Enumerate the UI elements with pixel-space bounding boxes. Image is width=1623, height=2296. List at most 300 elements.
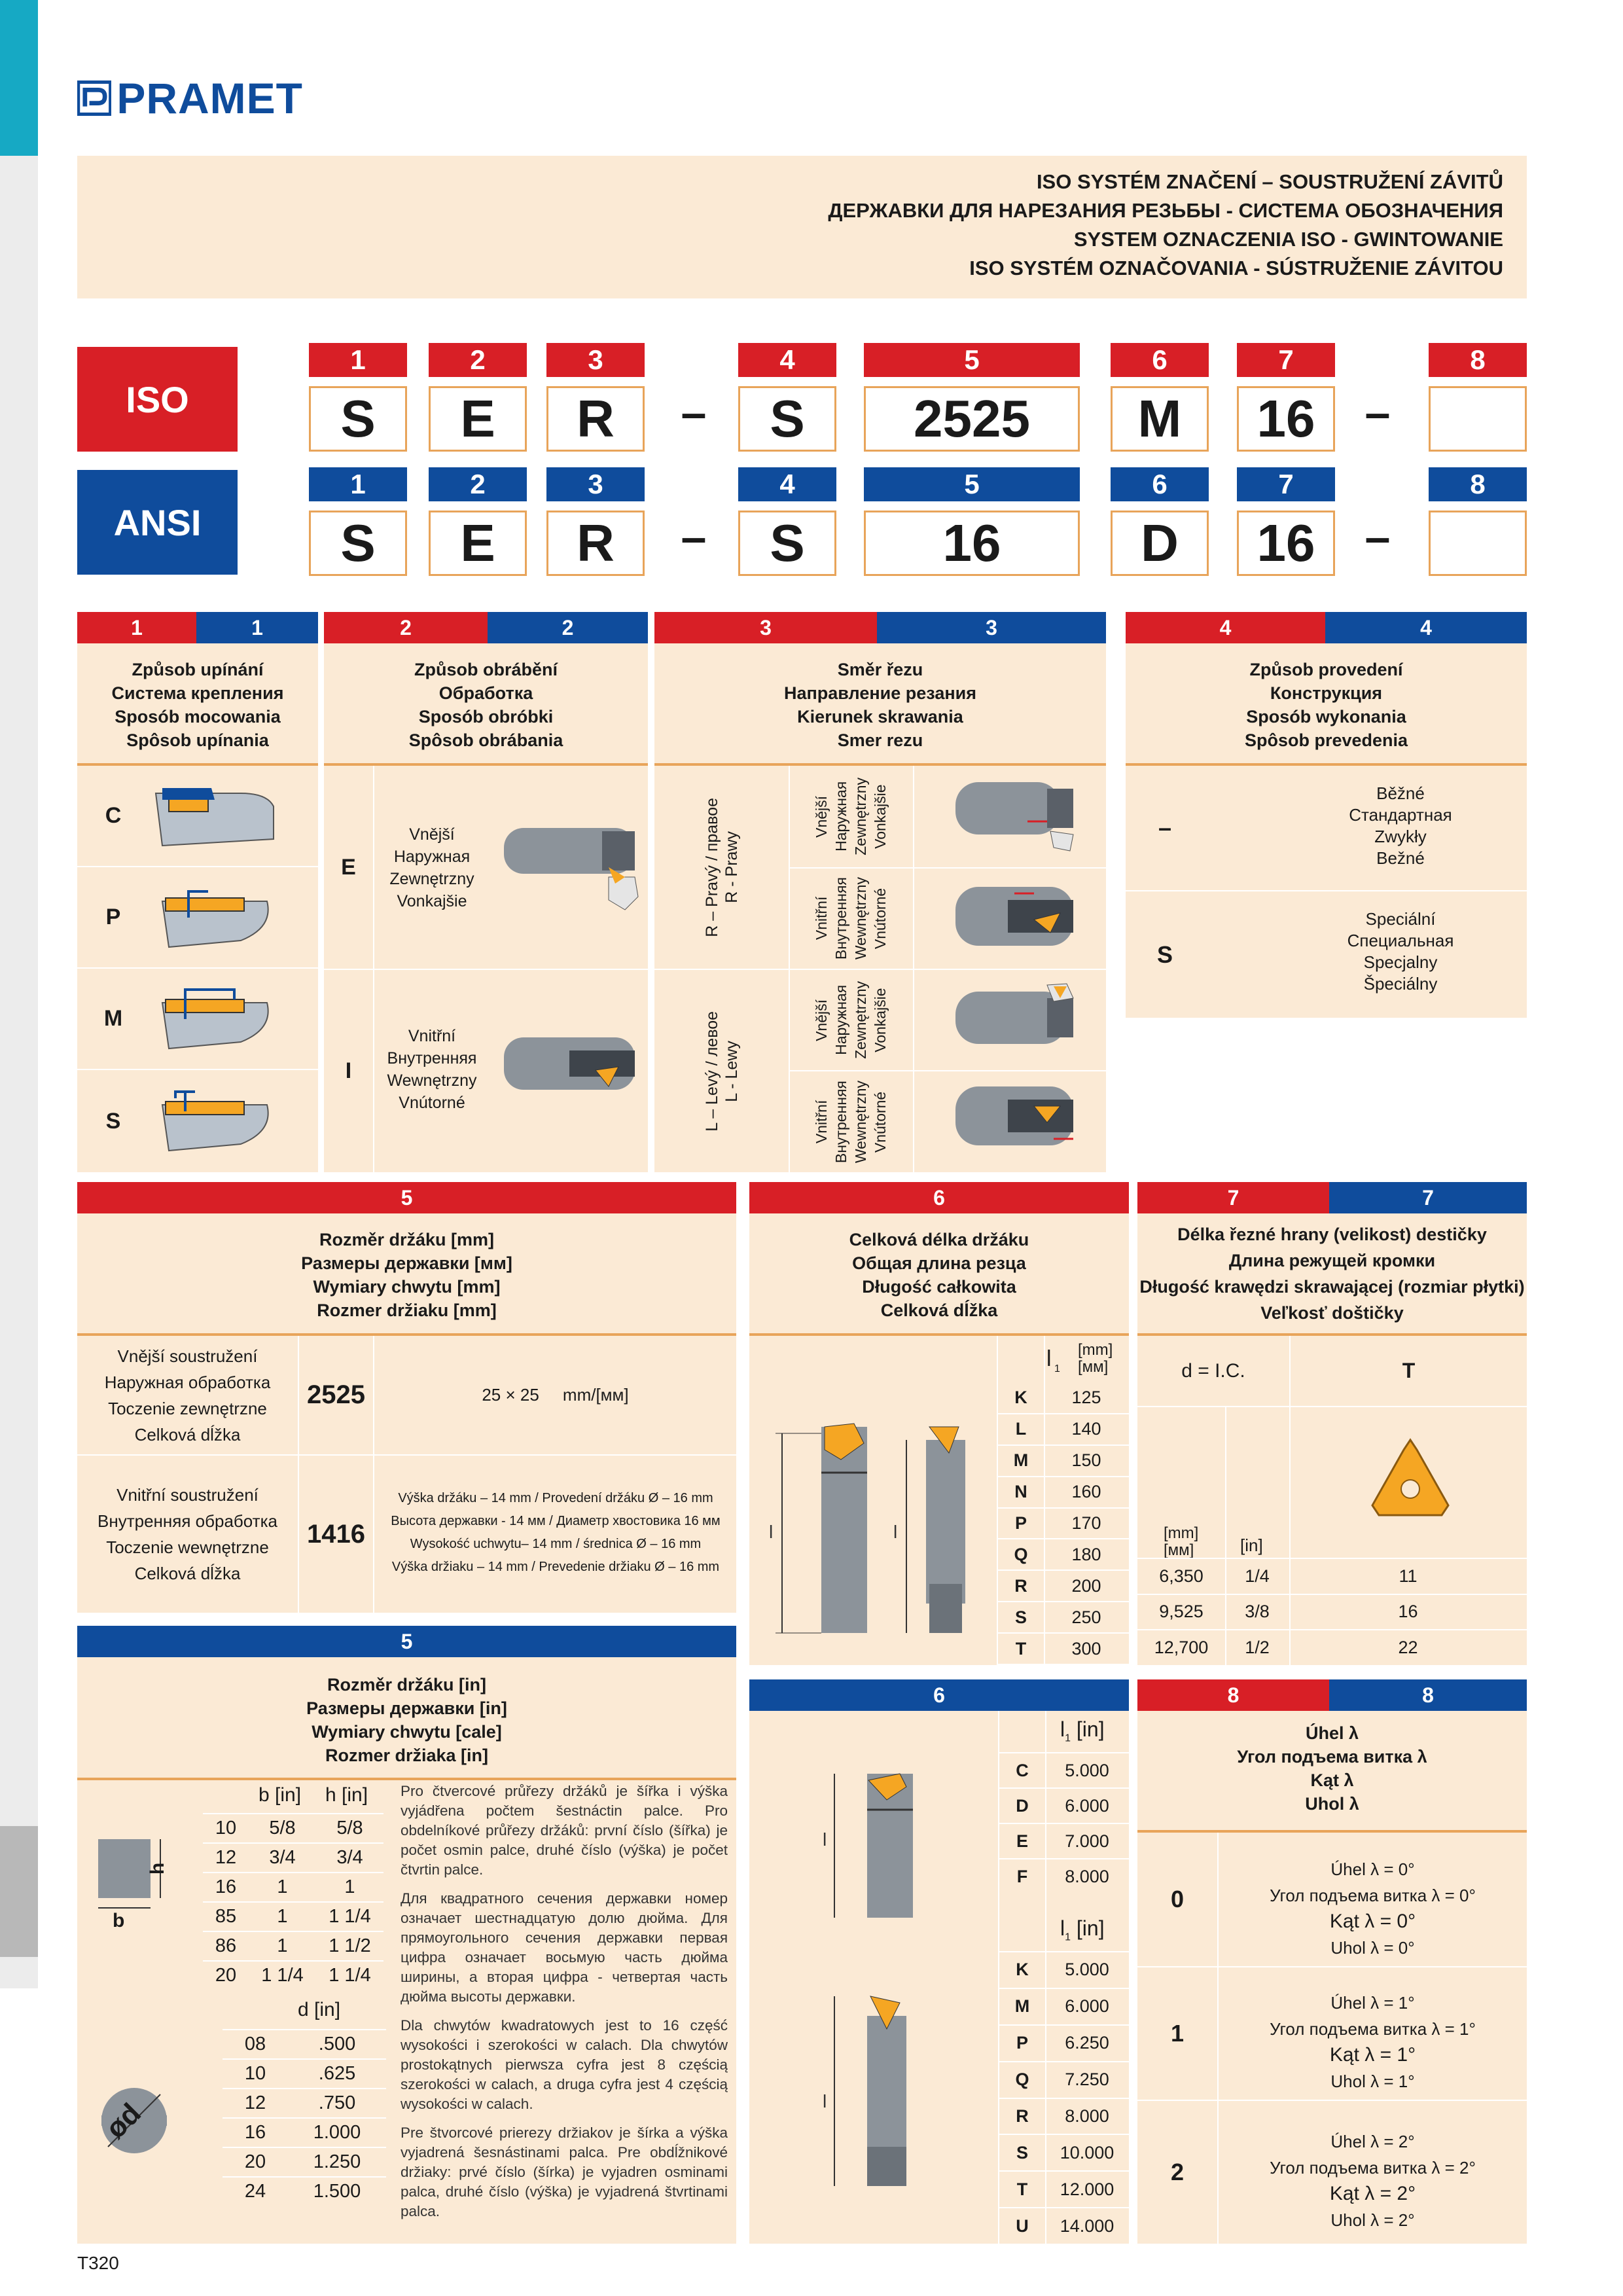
iso-num-4: 4 xyxy=(738,343,836,377)
sec5in-num: 5 xyxy=(77,1626,736,1657)
sec5in-b: 1 1/4 xyxy=(261,1965,304,1986)
sec1-code-p: P xyxy=(105,905,121,929)
sec6-row xyxy=(998,1509,1129,1540)
sec6in-code: C xyxy=(1016,1760,1029,1780)
sec7-title-sk: Veľkosť doštičky xyxy=(1260,1303,1404,1323)
sec1-title-sk: Spôsob upínania xyxy=(126,730,269,750)
sec5in-par-cz: Pro čtvercové průřezy držáků je šířka i výška vyjádřena počtem šestnáctin palce. Pro obdelníkové průřezy držáků: první číslo (šířka) je počet osmin palce, druhé číslo (výška) je počet čtvrtin palce. xyxy=(401,1783,728,1878)
sec5in-d-row xyxy=(223,2117,386,2147)
sec8-title-cz: Úhel λ xyxy=(1305,1723,1359,1743)
pramet-logo-text: PRAMET xyxy=(116,74,303,122)
sec6-row xyxy=(998,1539,1129,1571)
sec5-ext-ru: Наружная обработка xyxy=(104,1372,271,1392)
svg-text:l: l xyxy=(823,1829,827,1850)
sec8-1-ru: Угол подъема витка λ = 1° xyxy=(1270,2019,1476,2039)
sec6in-code: T xyxy=(1016,2179,1028,2199)
sec5in-row xyxy=(203,1931,383,1960)
sec5-int-sk: Celková dĺžka xyxy=(134,1564,241,1583)
sec8-0-ru: Угол подъема витка λ = 0° xyxy=(1270,1886,1476,1905)
holder-length-icon xyxy=(762,1414,985,1649)
sec7-T-value: 16 xyxy=(1398,1602,1418,1622)
side-tab-grey xyxy=(0,1826,38,1957)
sec6in-row xyxy=(999,2024,1129,2061)
sec6in-head-2 xyxy=(1060,1916,1105,1943)
sec6-row xyxy=(998,1477,1129,1509)
sec5-row-line xyxy=(77,1454,736,1456)
sec1-row-p xyxy=(77,867,318,969)
sec2-i-ru: Внутренняя xyxy=(387,1049,477,1067)
sec5in-d-code: 10 xyxy=(244,2063,266,2084)
sec7-T-value: 11 xyxy=(1399,1566,1418,1586)
sec5in-d-row xyxy=(223,2176,386,2206)
sec5in-h: 1 1/4 xyxy=(329,1906,371,1927)
sec6in-num: 6 xyxy=(749,1679,1129,1711)
sec4-title-ru: Конструкция xyxy=(1270,683,1383,703)
sec7-row xyxy=(1137,1558,1527,1594)
header-band xyxy=(77,156,1527,298)
sec6-table xyxy=(998,1383,1129,1665)
iso-num-6: 6 xyxy=(1111,343,1209,377)
sec7-mm: 9,525 xyxy=(1159,1602,1204,1622)
sec5in-row xyxy=(203,1872,383,1901)
sec6-row xyxy=(998,1634,1129,1665)
page-number: T320 xyxy=(77,2253,119,2273)
sec5in-d-code: 20 xyxy=(244,2151,266,2172)
sec3-left-text xyxy=(702,1011,741,1132)
sec6-code: N xyxy=(1014,1482,1027,1502)
sec5in-par-sk: Pre štvorcové prierezy držiakov je šírka a výška vyjadrená šesnástinami palca. Pre obdĺžnikové držiaky: prvé číslo (šírka) je vyjadren osminami palca, druhé číslo (výška) je vyjadrená štvrtinami palca. xyxy=(401,2125,728,2219)
sec3-title-cz: Směr řezu xyxy=(837,660,923,679)
ansi-num-2: 2 xyxy=(429,467,527,501)
sec6-unit-ru: [мм] xyxy=(1078,1358,1109,1376)
sec6in-head-1-sub: 1 xyxy=(1065,1732,1071,1744)
sec3-left-2: L - Lewy xyxy=(722,1040,741,1102)
sec3-r-ext-2: Наружная xyxy=(832,781,849,852)
sec6in-row xyxy=(999,1823,1129,1858)
sec5-ext-label xyxy=(77,1343,298,1448)
ansi-code-4: S xyxy=(738,511,836,576)
sec8-0-cz: Úhel λ = 0° xyxy=(1330,1859,1415,1879)
sec6in-row xyxy=(999,2098,1129,2134)
sec7-title-cz: Délka řezné hrany (velikost) destičky xyxy=(1177,1225,1487,1244)
sec2-title-pl: Sposób obróbki xyxy=(418,707,554,726)
sec5in-d-table xyxy=(223,2029,386,2206)
sec2-code-e: E xyxy=(341,854,356,880)
sec6in-code: R xyxy=(1016,2106,1029,2126)
sec4-text-spec xyxy=(1270,908,1531,995)
sec3-r-ext-3: Zewnętrzny xyxy=(852,778,869,855)
header-title-ru: ДЕРЖАВКИ ДЛЯ НАРЕЗАНИЯ РЕЗЬБЫ - СИСТЕМА ОБОЗНАЧЕНИЯ xyxy=(828,199,1503,222)
sec7-in: 1/4 xyxy=(1245,1566,1270,1586)
sec6-title-cz: Celková délka držáku xyxy=(849,1230,1029,1249)
sec8-text-2 xyxy=(1219,2128,1527,2233)
sec6in-code: Q xyxy=(1015,2070,1029,2090)
clamp-m-icon xyxy=(149,983,280,1055)
sec5in-par-pl: Dla chwytów kwadratowych jest to 16 część wysokości i szerokości w calach. Dla chwytów prostokątnych pierwsza cyfra jest 8 częścią szerokości w calach, a druga cyfra jest 4 częścią wysokości w calach. xyxy=(401,2017,728,2112)
sec7-row xyxy=(1137,1594,1527,1630)
sec6-row xyxy=(998,1383,1129,1414)
sec8-num-ansi: 8 xyxy=(1329,1679,1527,1711)
sec5-int-code: 1416 xyxy=(307,1519,365,1549)
sec2-title-sk: Spôsob obrábania xyxy=(408,730,563,750)
sec6in-code: M xyxy=(1014,1996,1030,2017)
sec5-int-desc-ru: Высота державки - 14 мм / Диаметр хвостовика 16 мм xyxy=(391,1514,721,1528)
ansi-label: ANSI xyxy=(77,470,238,575)
sec5in-h: 3/4 xyxy=(336,1847,363,1868)
sec3-r-int xyxy=(789,869,913,969)
sec6-l1-head xyxy=(1045,1338,1129,1383)
sec5in-bh-table xyxy=(203,1813,383,1990)
header-title-sk: ISO SYSTÉM OZNAČOVANIA - SÚSTRUŽENIE ZÁVITOU xyxy=(969,257,1503,279)
sec5-title xyxy=(77,1228,736,1322)
sec6in-head-1-l: l xyxy=(1060,1717,1065,1741)
sec4-text-std xyxy=(1270,783,1531,869)
sec4-std-pl: Zwykły xyxy=(1374,827,1427,846)
sec6in-table-1 xyxy=(999,1752,1129,1893)
iso-dash-1: – xyxy=(681,387,707,438)
sec6in-value: 6.250 xyxy=(1065,2033,1109,2053)
sec6-l1-sub: 1 xyxy=(1054,1363,1060,1374)
sec6-num: 6 xyxy=(749,1182,1129,1213)
sec6in-value: 5.000 xyxy=(1065,1760,1109,1780)
sec5in-b-label: b xyxy=(113,1910,125,1931)
sec7-in: 1/2 xyxy=(1245,1638,1270,1658)
sec6in-value: 6.000 xyxy=(1065,1795,1109,1816)
sec8-0-pl: Kąt λ = 0° xyxy=(1329,1910,1416,1932)
sec3-l-int-text xyxy=(812,1081,890,1163)
ansi-num-5: 5 xyxy=(864,467,1080,501)
sec6-title-ru: Общая длина резца xyxy=(852,1253,1026,1273)
clamp-s-icon xyxy=(149,1085,280,1157)
ansi-dash-2: – xyxy=(1364,511,1391,562)
sec7-title xyxy=(1137,1221,1527,1326)
sec8-1-pl: Kąt λ = 1° xyxy=(1329,2044,1416,2066)
iso-num-7: 7 xyxy=(1237,343,1335,377)
sec2-text-e xyxy=(376,823,488,912)
iso-code-8 xyxy=(1429,386,1527,452)
sec6-title-pl: Długość całkowita xyxy=(862,1277,1016,1297)
sec5-int-desc xyxy=(376,1487,735,1579)
ansi-num-7: 7 xyxy=(1237,467,1335,501)
right-int-icon xyxy=(949,880,1086,959)
sec8-2-pl: Kąt λ = 2° xyxy=(1329,2183,1416,2204)
sec7-table xyxy=(1137,1558,1527,1665)
sec5-int-pl: Toczenie wewnętrzne xyxy=(106,1537,269,1557)
sec5in-b: 1 xyxy=(277,1906,288,1927)
sec1-code-c: C xyxy=(105,803,122,828)
sec2-i-sk: Vnútorné xyxy=(399,1094,465,1112)
ansi-code-6: D xyxy=(1111,511,1209,576)
sec5in-d-value: .625 xyxy=(318,2063,356,2084)
sec7-T: T xyxy=(1402,1359,1416,1382)
sec5in-title-pl: Wymiary chwytu [cale] xyxy=(312,1722,502,1742)
sec6in-head-1-unit: [in] xyxy=(1076,1717,1105,1741)
sec4-std-sk: Bežné xyxy=(1376,848,1425,868)
sec6-row xyxy=(998,1446,1129,1477)
sec6in-value: 5.000 xyxy=(1065,1960,1109,1980)
sec5in-d-value: 1.500 xyxy=(313,2181,361,2202)
sec6-code: T xyxy=(1015,1638,1027,1659)
ansi-dash-1: – xyxy=(681,511,707,562)
sec5in-h: 5/8 xyxy=(336,1818,363,1839)
sec5-ext-code: 2525 xyxy=(307,1380,365,1409)
pramet-logo-mark xyxy=(77,78,111,118)
sec1-title-cz: Způsob upínání xyxy=(132,660,264,679)
left-ext-icon xyxy=(949,978,1086,1057)
sec6-row xyxy=(998,1602,1129,1634)
internal-threading-icon xyxy=(504,1024,641,1109)
sec8-title-ru: Угол подъема витка λ xyxy=(1237,1747,1427,1767)
sec6in-row xyxy=(999,2207,1129,2244)
sec3-l-int-4: Vnútorné xyxy=(872,1091,889,1153)
header-title-pl: SYSTEM OZNACZENIA ISO - GWINTOWANIE xyxy=(1073,228,1503,251)
ansi-num-6: 6 xyxy=(1111,467,1209,501)
sec7-head-line xyxy=(1137,1406,1527,1407)
sec6in-value: 14.000 xyxy=(1060,2215,1115,2236)
sec3-r-int-2: Внутренняя xyxy=(832,877,849,960)
sec8-title-sk: Uhol λ xyxy=(1305,1794,1359,1814)
sec5-title-ru: Размеры державки [мм] xyxy=(301,1253,512,1273)
sec5in-d-code: 08 xyxy=(244,2034,266,2054)
sec6in-head-1 xyxy=(1060,1717,1105,1744)
sec4-spec-ru: Специальная xyxy=(1347,931,1454,950)
sec5-int-label xyxy=(77,1482,298,1587)
sec5-ext-desc: 25 × 25 mm/[мм] xyxy=(482,1385,629,1405)
sec3-r-ext-4: Vonkajšie xyxy=(872,784,889,849)
iso-num-5: 5 xyxy=(864,343,1080,377)
sec7-dic: d = I.C. xyxy=(1181,1359,1245,1382)
sec3-l-ext-2: Наружная xyxy=(832,984,849,1056)
ansi-code-7: 16 xyxy=(1237,511,1335,576)
sec5-num: 5 xyxy=(77,1182,736,1213)
sec5in-title xyxy=(77,1673,736,1767)
sec3-num-ansi: 3 xyxy=(877,612,1106,643)
clamp-c-icon xyxy=(149,780,280,852)
sec3-l-int-1: Vnitřní xyxy=(813,1100,830,1144)
sec3-left-cell xyxy=(654,970,789,1172)
sec3-l-int-3: Wewnętrzny xyxy=(852,1080,869,1164)
sec5in-b: 1 xyxy=(277,1876,288,1897)
sec6in-row xyxy=(999,1787,1129,1823)
sec5-title-sk: Rozmer držiaku [mm] xyxy=(317,1300,497,1320)
sec1-num-iso: 1 xyxy=(77,612,196,643)
sec3-r-int-1: Vnitřní xyxy=(813,897,830,941)
sec3-l-ext-3: Zewnętrzny xyxy=(852,981,869,1059)
sec8-1-cz: Úhel λ = 1° xyxy=(1330,1993,1415,2013)
sec7-num-ansi: 7 xyxy=(1329,1182,1527,1213)
sec6-code: P xyxy=(1014,1513,1027,1533)
sec8-code-0: 0 xyxy=(1170,1886,1185,1912)
sec6in-value: 7.000 xyxy=(1065,1831,1109,1851)
sec6-code: K xyxy=(1014,1388,1027,1408)
sec6-value: 125 xyxy=(1071,1388,1101,1408)
sec2-e-ru: Наружная xyxy=(393,848,471,866)
pramet-logo xyxy=(77,73,303,123)
sec5-ext-cz: Vnější soustružení xyxy=(117,1346,258,1366)
sec3-title-pl: Kierunek skrawania xyxy=(797,707,963,726)
sec7-title-pl: Długość krawędzi skrawającej (rozmiar płytki) xyxy=(1139,1277,1525,1297)
sec1-row-c xyxy=(77,766,318,867)
sec8-0-sk: Uhol λ = 0° xyxy=(1330,1938,1415,1958)
sec6in-row xyxy=(999,2061,1129,2098)
sec8-2-cz: Úhel λ = 2° xyxy=(1330,2132,1415,2151)
sec5in-title-cz: Rozměr držáku [in] xyxy=(327,1675,487,1695)
sec7-mm-ru: [мм] xyxy=(1164,1541,1194,1559)
sec5in-code: 12 xyxy=(215,1847,237,1868)
sec6in-code: F xyxy=(1016,1866,1028,1886)
sec5in-d-value: .500 xyxy=(318,2034,356,2054)
sec1-row-s xyxy=(77,1070,318,1172)
sec5in-row xyxy=(203,1813,383,1842)
sec5-title-cz: Rozměr držáku [mm] xyxy=(319,1230,495,1249)
sec2-i-cz: Vnitřní xyxy=(408,1027,456,1045)
sec5-int-desc-cz: Výška držáku – 14 mm / Provedení držáku Ø – 16 mm xyxy=(398,1491,713,1505)
sec5in-d-row xyxy=(223,2029,386,2058)
sec5in-h-label: h xyxy=(147,1862,169,1875)
sec3-num-iso: 3 xyxy=(654,612,877,643)
sec8-2-ru: Угол подъема витка λ = 2° xyxy=(1270,2158,1476,2178)
ansi-num-4: 4 xyxy=(738,467,836,501)
sec2-text-i xyxy=(376,1025,488,1114)
sec6-code: R xyxy=(1014,1575,1027,1596)
sec6-code: L xyxy=(1015,1419,1027,1439)
ansi-code-3: R xyxy=(546,511,645,576)
sec4-spec-cz: Speciální xyxy=(1365,909,1436,929)
sec6in-code: U xyxy=(1016,2215,1029,2236)
sec6in-head-2-unit: [in] xyxy=(1076,1916,1105,1940)
sec5-int-desc-sk: Výška držiaku – 14 mm / Prevedenie držiaku Ø – 16 mm xyxy=(391,1560,720,1574)
sec5in-b-head: b [in] xyxy=(259,1784,302,1806)
sec5in-h: 1 1/4 xyxy=(329,1965,371,1986)
sec5in-par-ru: Для квадратного сечения державки номер означает шестнадцатую долю дюйма. Для прямоугольного сечения державки первая цифра означает восьмую часть дюйма ширины, а вторая цифра - четвертая часть дюйма высоты державки. xyxy=(401,1890,728,2005)
sec5-ext-pl: Toczenie zewnętrzne xyxy=(108,1399,267,1418)
sec3-right-1: R – Pravý / правое xyxy=(702,797,721,937)
sec3-l-ext-text xyxy=(812,981,890,1059)
sec2-num-iso: 2 xyxy=(324,612,488,643)
iso-num-3: 3 xyxy=(546,343,645,377)
sec2-i-pl: Wewnętrzny xyxy=(387,1071,477,1090)
svg-text:l: l xyxy=(769,1522,774,1542)
sec8-text-0 xyxy=(1219,1856,1527,1961)
sec3-r-int-4: Vnútorné xyxy=(872,888,889,950)
sec5in-title-ru: Размеры державки [in] xyxy=(306,1698,507,1718)
sec5in-d-head: d [in] xyxy=(298,1999,341,2020)
iso-code-5: 2525 xyxy=(864,386,1080,452)
sec6in-value: 6.000 xyxy=(1065,1996,1109,2017)
sec8-code-1: 1 xyxy=(1170,2020,1185,2047)
sec6in-row xyxy=(999,2170,1129,2207)
sec5in-d-value: .750 xyxy=(318,2092,356,2113)
ansi-code-8 xyxy=(1429,511,1527,576)
sec3-right-cell xyxy=(654,766,789,969)
sec5in-d-row xyxy=(223,2088,386,2117)
sec3-right-text xyxy=(702,798,741,937)
sec5in-row xyxy=(203,1901,383,1931)
sec5in-h: 1 1/2 xyxy=(329,1935,371,1956)
sec6in-row xyxy=(999,1752,1129,1787)
sec6-row xyxy=(998,1414,1129,1446)
sec8-text-1 xyxy=(1219,1990,1527,2094)
sec5in-d-value: 1.000 xyxy=(313,2122,361,2143)
ansi-code-1: S xyxy=(309,511,407,576)
sec1-title xyxy=(77,658,318,752)
sec6-l1-label: l xyxy=(1046,1346,1052,1371)
sec4-title xyxy=(1126,658,1527,752)
square-shank-icon xyxy=(85,1826,183,1944)
inch-holder-icon-1 xyxy=(815,1761,965,1924)
external-threading-icon xyxy=(504,815,641,913)
sec5in-d-code: 24 xyxy=(244,2181,266,2202)
ansi-code-2: E xyxy=(429,511,527,576)
sec6in-value: 10.000 xyxy=(1060,2142,1115,2162)
sec3-l-ext-1: Vnější xyxy=(813,999,830,1041)
sec5in-d-row xyxy=(223,2058,386,2088)
sec4-num-iso: 4 xyxy=(1126,612,1325,643)
sec3-l-ext-4: Vonkajšie xyxy=(872,988,889,1052)
sec5in-code: 85 xyxy=(215,1906,237,1927)
sec6in-row xyxy=(999,1988,1129,2024)
sec6in-row xyxy=(999,1951,1129,1988)
sec3-right-2: R - Prawy xyxy=(722,831,741,903)
sec3-r-ext xyxy=(789,766,913,867)
sec3-r-int-3: Wewnętrzny xyxy=(852,877,869,960)
header-title-cz: ISO SYSTÉM ZNAČENÍ – SOUSTRUŽENÍ ZÁVITŮ xyxy=(1036,170,1503,193)
sec6-code: M xyxy=(1013,1450,1029,1471)
sec8-1-sk: Uhol λ = 1° xyxy=(1330,2072,1415,2091)
sec5in-code: 86 xyxy=(215,1935,237,1956)
iso-num-8: 8 xyxy=(1429,343,1527,377)
triangle-insert-icon xyxy=(1364,1433,1456,1525)
sec1-num-ansi: 1 xyxy=(196,612,318,643)
sec6in-row xyxy=(999,1858,1129,1893)
sec6-code: Q xyxy=(1014,1544,1028,1564)
iso-num-1: 1 xyxy=(309,343,407,377)
sec3-title xyxy=(654,658,1106,752)
sec7-mm: 6,350 xyxy=(1159,1566,1204,1586)
sec5-title-pl: Wymiary chwytu [mm] xyxy=(313,1277,501,1297)
sec5in-divider xyxy=(77,1778,736,1780)
sec2-code-i: I xyxy=(345,1058,352,1083)
sec5in-row xyxy=(203,1842,383,1872)
sec6-title-sk: Celková dĺžka xyxy=(880,1300,998,1320)
sec5in-d-code: 16 xyxy=(244,2122,266,2143)
sec6-value: 200 xyxy=(1071,1575,1101,1596)
sec2-e-sk: Vonkajšie xyxy=(397,892,467,910)
sec6-divider xyxy=(749,1333,1129,1336)
sec5in-code: 16 xyxy=(215,1876,237,1897)
iso-code-2: E xyxy=(429,386,527,452)
sec6in-code: P xyxy=(1016,2033,1028,2053)
sec7-in-head: [in] xyxy=(1240,1535,1263,1555)
iso-code-4: S xyxy=(738,386,836,452)
sec5in-d-label: ød xyxy=(99,2097,147,2145)
right-ext-icon xyxy=(949,776,1086,854)
sec5in-code: 20 xyxy=(215,1965,237,1986)
sec4-code-std: – xyxy=(1158,814,1172,841)
sec6-value: 150 xyxy=(1071,1450,1101,1471)
sec6-unit-mm: [mm] xyxy=(1078,1341,1113,1359)
sec3-left-1: L – Levý / левое xyxy=(702,1011,721,1132)
iso-code-3: R xyxy=(546,386,645,452)
sec5in-d-code: 12 xyxy=(244,2092,266,2113)
inch-holder-icon-2 xyxy=(815,1990,965,2199)
sec6in-value: 7.250 xyxy=(1065,2070,1109,2090)
sec4-std-cz: Běžné xyxy=(1376,783,1425,803)
sec5in-h: 1 xyxy=(344,1876,355,1897)
clamp-p-icon xyxy=(149,882,280,954)
sec2-title xyxy=(324,658,648,752)
sec4-title-sk: Spôsob prevedenia xyxy=(1244,730,1408,750)
